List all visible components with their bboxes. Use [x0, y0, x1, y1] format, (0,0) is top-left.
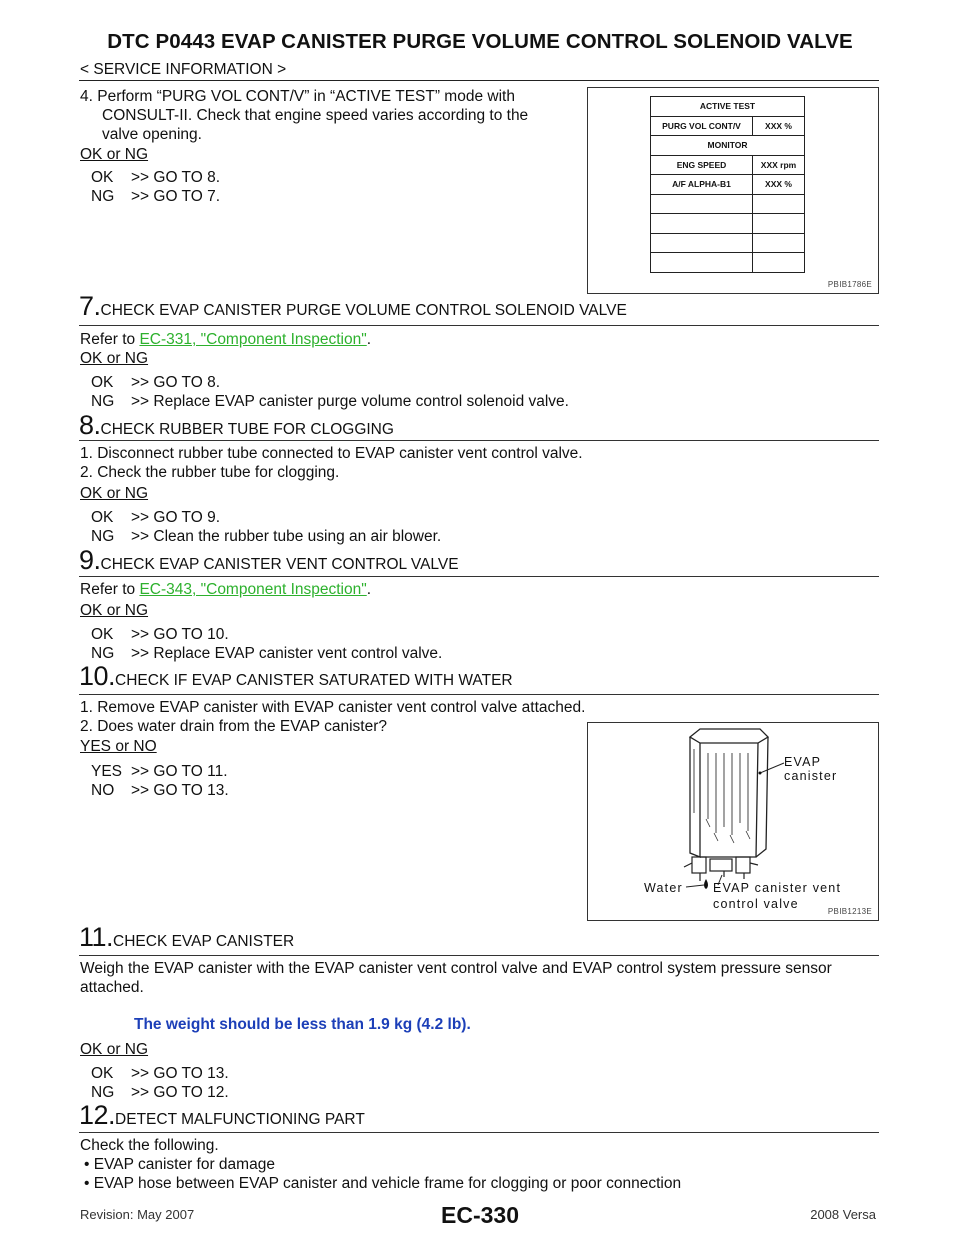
result-key: NO: [91, 782, 115, 799]
section-subtitle: < SERVICE INFORMATION >: [80, 61, 287, 78]
step11-rule: [79, 955, 879, 956]
component-inspection-link[interactable]: EC-331, "Component Inspection": [139, 331, 367, 348]
result-key: OK: [91, 169, 114, 186]
step7-ok-or-ng: OK or NG: [80, 350, 149, 367]
step9-ok-or-ng: OK or NG: [80, 602, 149, 619]
result-key: NG: [91, 188, 115, 205]
step10-line1: 1. Remove EVAP canister with EVAP canister vent control valve attached.: [80, 699, 586, 716]
step12-bullet1: • EVAP canister for damage: [84, 1156, 275, 1173]
result-key: NG: [91, 645, 115, 662]
step-title: DETECT MALFUNCTIONING PART: [115, 1111, 365, 1128]
step6-ng-result: [91, 187, 220, 206]
active-test-figure: [587, 87, 879, 294]
result-value: >> GO TO 13.: [131, 1065, 229, 1082]
empty-cell: [651, 253, 753, 273]
step-number: 10.: [79, 661, 116, 691]
step-title: CHECK EVAP CANISTER: [113, 933, 295, 950]
result-key: OK: [91, 626, 114, 643]
step6-item4-line3: valve opening.: [102, 126, 202, 143]
vent-valve-label-line2: control valve: [713, 897, 799, 911]
empty-cell: [651, 194, 753, 214]
step12-rule: [79, 1132, 879, 1133]
step12-bullet2: • EVAP hose between EVAP canister and vehicle frame for clogging or poor connection: [84, 1175, 682, 1192]
step11-heading: [79, 922, 294, 953]
page-title: DTC P0443 EVAP CANISTER PURGE VOLUME CONTROL SOLENOID VALVE: [107, 30, 853, 53]
af-alpha-label: A/F ALPHA-B1: [651, 175, 753, 195]
result-value: >> GO TO 10.: [131, 626, 229, 643]
result-key: OK: [91, 374, 114, 391]
step6-ok-or-ng: OK or NG: [80, 146, 149, 163]
step12-heading: [79, 1100, 365, 1131]
step10-heading: [79, 661, 513, 692]
monitor-header: MONITOR: [651, 136, 805, 156]
step6-item4-line1: 4. Perform “PURG VOL CONT/V” in “ACTIVE TEST” mode with: [80, 88, 515, 105]
step9-refer: [80, 580, 371, 599]
evap-canister-label: EVAP canister: [784, 755, 838, 783]
result-key: YES: [91, 763, 123, 780]
weight-spec: The weight should be less than 1.9 kg (4.2 lb).: [134, 1016, 471, 1033]
step6-ok-result: [91, 168, 220, 187]
step12-intro: Check the following.: [80, 1137, 219, 1154]
eng-speed-label: ENG SPEED: [651, 155, 753, 175]
result-value: >> GO TO 13.: [131, 782, 229, 799]
refer-text: Refer to: [80, 331, 140, 348]
step8-heading: [79, 410, 394, 441]
result-value: >> GO TO 7.: [131, 188, 221, 205]
step11-ok-or-ng: OK or NG: [80, 1041, 149, 1058]
period: .: [366, 331, 372, 348]
step-title: CHECK RUBBER TUBE FOR CLOGGING: [100, 421, 394, 438]
step8-line2: 2. Check the rubber tube for clogging.: [80, 464, 340, 481]
result-value: >> Replace EVAP canister purge volume control solenoid valve.: [131, 393, 569, 410]
result-value: >> Replace EVAP canister vent control valve.: [131, 645, 443, 662]
step-number: 9.: [79, 545, 101, 575]
component-inspection-link[interactable]: EC-343, "Component Inspection": [139, 581, 367, 598]
result-value: >> Clean the rubber tube using an air blower.: [131, 528, 442, 545]
water-label: Water: [644, 881, 683, 895]
step11-line1: Weigh the EVAP canister with the EVAP canister vent control valve and EVAP control system pressure sensor: [80, 960, 832, 977]
result-value: >> GO TO 8.: [131, 169, 221, 186]
page-number: EC-330: [441, 1202, 519, 1228]
step-title: CHECK IF EVAP CANISTER SATURATED WITH WATER: [115, 672, 513, 689]
empty-cell: [753, 233, 805, 253]
step6-item4-line2: CONSULT-II. Check that engine speed varies according to the: [102, 107, 529, 124]
result-key: OK: [91, 509, 114, 526]
empty-cell: [651, 214, 753, 234]
step7-heading: [79, 291, 627, 322]
empty-cell: [651, 233, 753, 253]
result-key: NG: [91, 393, 115, 410]
result-key: NG: [91, 1084, 115, 1101]
af-alpha-value: XXX %: [753, 175, 805, 195]
result-value: >> GO TO 12.: [131, 1084, 229, 1101]
result-value: >> GO TO 11.: [131, 763, 228, 780]
empty-cell: [753, 214, 805, 234]
result-key: OK: [91, 1065, 114, 1082]
step7-refer: [80, 330, 371, 349]
step9-ok-result: [91, 625, 229, 644]
header-rule: [79, 80, 879, 81]
empty-cell: [753, 194, 805, 214]
step7-rule: [79, 325, 879, 326]
step8-line1: 1. Disconnect rubber tube connected to EVAP canister vent control valve.: [80, 445, 583, 462]
purg-vol-label: PURG VOL CONT/V: [651, 116, 753, 136]
step-title: CHECK EVAP CANISTER PURGE VOLUME CONTROL SOLENOID VALVE: [100, 302, 627, 319]
step10-no-result: [91, 781, 229, 800]
step9-heading: [79, 545, 459, 576]
step10-yes-result: [91, 762, 228, 781]
eng-speed-value: XXX rpm: [753, 155, 805, 175]
figure-code: PBIB1213E: [827, 907, 872, 916]
result-value: >> GO TO 8.: [131, 374, 221, 391]
active-test-header: ACTIVE TEST: [651, 97, 805, 117]
step7-ok-result: [91, 373, 220, 392]
step-number: 8.: [79, 410, 101, 440]
empty-cell: [753, 253, 805, 273]
result-value: >> GO TO 9.: [131, 509, 221, 526]
step9-rule: [79, 576, 879, 577]
step8-ok-or-ng: OK or NG: [80, 485, 149, 502]
step8-ok-result: [91, 508, 220, 527]
step-number: 7.: [79, 291, 101, 321]
step8-ng-result: [91, 527, 441, 546]
step-number: 11.: [79, 922, 114, 952]
step8-rule: [79, 440, 879, 441]
step10-yes-or-no: YES or NO: [80, 738, 157, 755]
step-title: CHECK EVAP CANISTER VENT CONTROL VALVE: [100, 556, 459, 573]
period: .: [366, 581, 372, 598]
result-key: NG: [91, 528, 115, 545]
refer-text: Refer to: [80, 581, 140, 598]
step-number: 12.: [79, 1100, 116, 1130]
step10-rule: [79, 694, 879, 695]
consult-screen-table: [650, 96, 805, 273]
vent-valve-label-line1: EVAP canister vent: [713, 881, 842, 895]
step11-ok-result: [91, 1064, 229, 1083]
revision-date: Revision: May 2007: [80, 1207, 195, 1222]
model-year: 2008 Versa: [810, 1207, 876, 1222]
step11-line2: attached.: [80, 979, 144, 996]
evap-canister-figure: [587, 722, 879, 921]
figure-code: PBIB1786E: [827, 280, 872, 289]
step7-ng-result: [91, 392, 569, 411]
step10-line2: 2. Does water drain from the EVAP canister?: [80, 718, 387, 735]
purg-vol-value: XXX %: [753, 116, 805, 136]
